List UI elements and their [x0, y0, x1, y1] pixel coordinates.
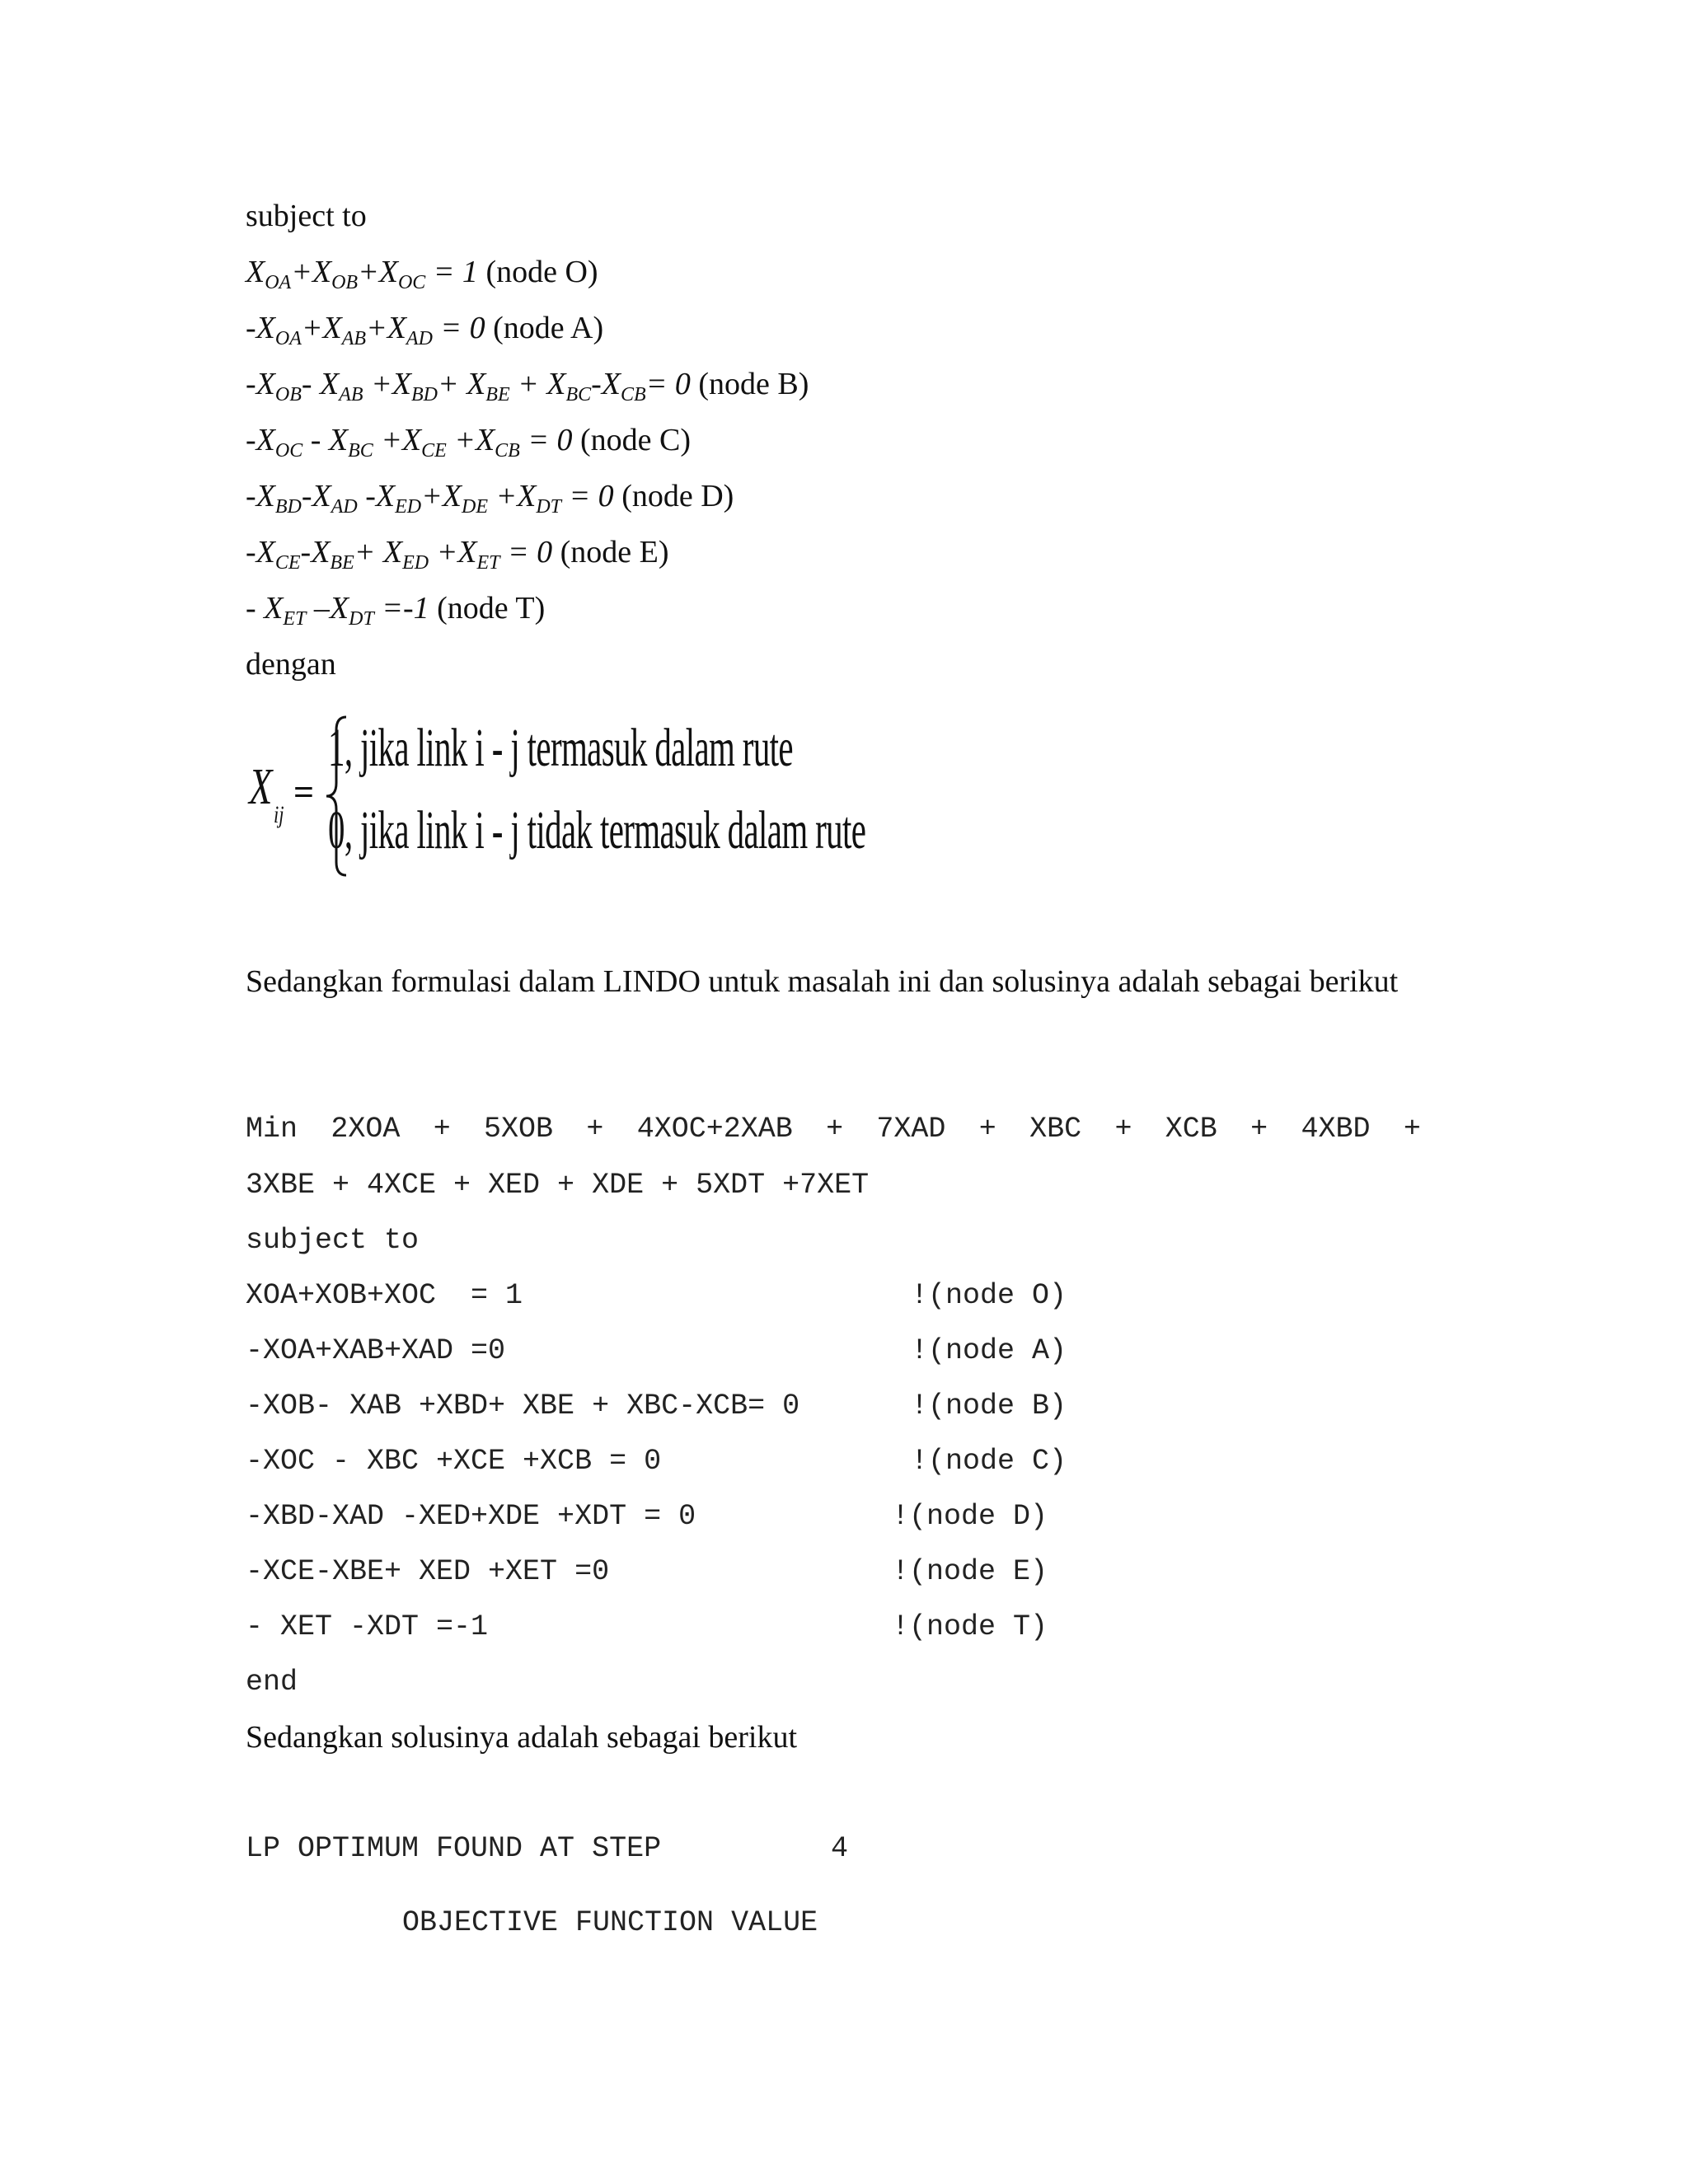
- lindo-constraint-expr: -XBD-XAD -XED+XDE +XDT = 0: [246, 1500, 696, 1533]
- xij-definition: [246, 709, 866, 890]
- constraint-node-t: - $X_{ET}$ $-X_{DT} =-1$ (node T): [246, 591, 546, 630]
- case-not-in-route: 0, jika link i - j tidak termasuk dalam rute: [328, 800, 866, 860]
- constraint-node-c-label: (node C): [572, 423, 692, 457]
- lindo-constraint-expr: -XCE-XBE+ XED +XET =0: [246, 1555, 610, 1588]
- objective-token: 5XOB: [484, 1113, 554, 1146]
- objective-token: XCB: [1165, 1113, 1217, 1146]
- lindo-constraint-expr: -XOB- XAB +XBD+ XBE + XBC-XCB= 0: [246, 1390, 800, 1422]
- lindo-subject-to: subject to: [246, 1224, 420, 1257]
- objective-token: +: [1114, 1113, 1132, 1146]
- lindo-constraint-comment: !(node E): [892, 1555, 1048, 1588]
- objective-token: 4XBD: [1301, 1113, 1371, 1146]
- lindo-constraint-expr: -XOC - XBC +XCE +XCB = 0: [246, 1445, 662, 1478]
- objective-token: +: [1250, 1113, 1268, 1146]
- constraints-heading: subject to: [246, 199, 367, 233]
- constraint-node-e: $-X_{CE}-X_{BE}+ X_{ED} +X_{ET} = 0$ (node E): [246, 535, 669, 574]
- constraint-node-b-label: (node B): [690, 367, 809, 401]
- case-in-route: 1, jika link i - j termasuk dalam rute: [328, 718, 793, 778]
- lindo-constraint-expr: -XOA+XAB+XAD =0: [246, 1334, 506, 1367]
- constraint-node-c: $-X_{OC} - X_{BC} +X_{CE} +X_{CB} = 0$ (node C): [246, 423, 692, 462]
- lindo-objective-line-2: 3XBE + 4XCE + XED + XDE + 5XDT +7XET: [246, 1169, 870, 1202]
- lindo-constraint-comment: !(node A): [911, 1334, 1067, 1367]
- constraint-node-o-label: (node O): [477, 255, 598, 289]
- constraint-node-e-label: (node E): [552, 535, 669, 569]
- solution-intro: Sedangkan solusinya adalah sebagai berikut: [246, 1720, 798, 1755]
- objective-function-value-label: OBJECTIVE FUNCTION VALUE: [402, 1906, 818, 1939]
- constraint-node-b: $-X_{OB}-$ $X_{AB} +X_{BD}+ X_{BE} + X_{BC}-X_{CB}= 0$ (node B): [246, 367, 809, 405]
- constraint-node-d: $-X_{BD}-X_{AD}$ $-X_{ED}+X_{DE} +X_{DT} = 0$ (node D): [246, 479, 734, 518]
- constraint-node-o: $X_{OA}+X_{OB}+X_{OC} = 1$ (node O): [246, 255, 598, 293]
- lindo-constraint-comment: !(node B): [911, 1390, 1067, 1422]
- objective-token: +: [1403, 1113, 1421, 1146]
- constraint-node-d-label: (node D): [613, 479, 734, 513]
- xij-variable: X: [249, 759, 273, 815]
- constraint-node-t-label: (node T): [429, 591, 546, 626]
- objective-token: +: [978, 1113, 996, 1146]
- lindo-constraint-comment: !(node D): [892, 1500, 1048, 1533]
- xij-equals: =: [293, 772, 315, 813]
- constraint-node-a: $-X_{OA}+X_{AB}+X_{AD} = 0$ (node A): [246, 311, 604, 349]
- optimum-step-value: 4: [831, 1832, 849, 1865]
- lindo-constraint-expr: XOA+XOB+XOC = 1: [246, 1279, 523, 1312]
- lindo-intro-paragraph: Sedangkan formulasi dalam LINDO untuk masalah ini dan solusinya adalah sebagai berikut: [246, 964, 1399, 999]
- objective-token: +: [433, 1113, 451, 1146]
- objective-token: +: [586, 1113, 604, 1146]
- lindo-end: end: [246, 1666, 298, 1699]
- objective-token: 7XAD: [876, 1113, 946, 1146]
- objective-token: 2XOA: [331, 1113, 401, 1146]
- xij-subscript: ij: [274, 801, 284, 828]
- objective-token: XBC: [1029, 1113, 1082, 1146]
- lindo-objective-line-1: [246, 1109, 1421, 1149]
- objective-token: Min: [246, 1113, 298, 1146]
- objective-token: +: [826, 1113, 844, 1146]
- lindo-constraint-expr: - XET -XDT =-1: [246, 1610, 489, 1643]
- definition-intro: dengan: [246, 647, 336, 682]
- lindo-constraint-comment: !(node O): [911, 1279, 1067, 1312]
- objective-token: 4XOC+2XAB: [636, 1113, 793, 1146]
- lindo-constraint-comment: !(node C): [911, 1445, 1067, 1478]
- optimum-found-label: LP OPTIMUM FOUND AT STEP: [246, 1832, 662, 1865]
- constraint-node-a-label: (node A): [485, 311, 604, 345]
- lindo-constraint-comment: !(node T): [892, 1610, 1048, 1643]
